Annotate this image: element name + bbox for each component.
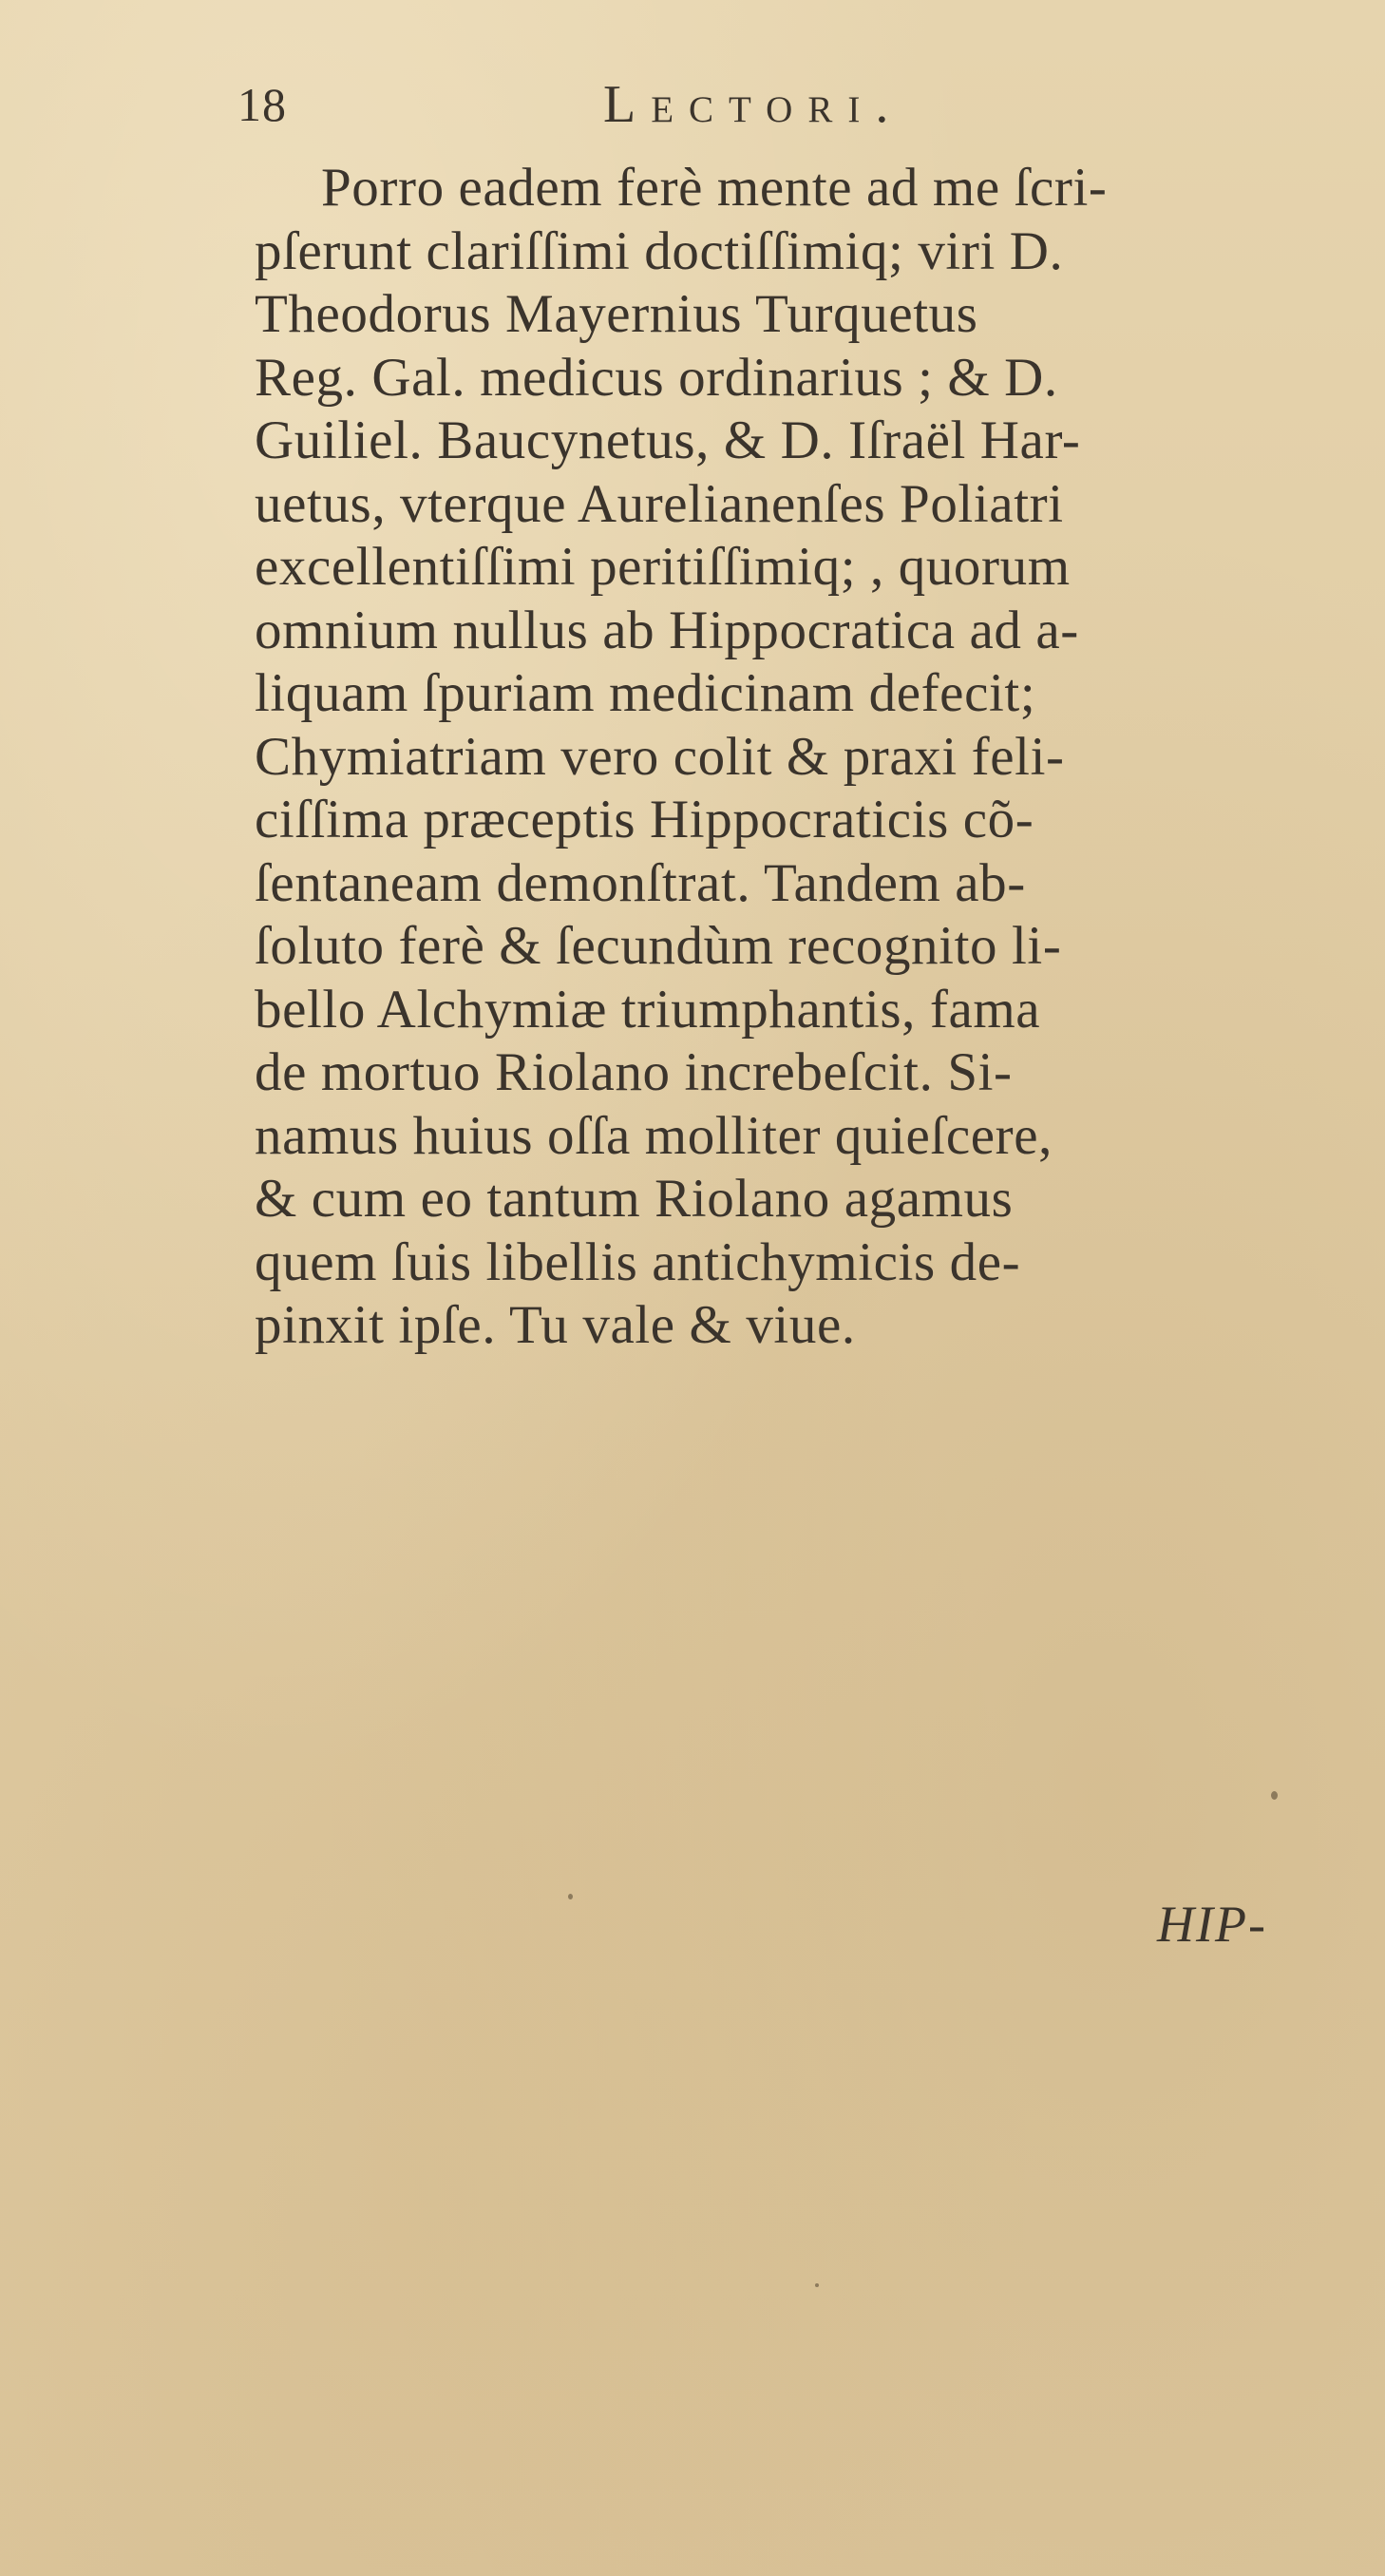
text-line: ſoluto ferè & ſecundùm recognito li- <box>255 916 1062 976</box>
text-line: bello Alchymiæ triumphantis, fama <box>255 979 1041 1040</box>
text-line: Theodorus Mayernius Turquetus <box>255 284 978 344</box>
text-line: namus huius oſſa molliter quieſcere, <box>255 1105 1053 1166</box>
catchword: HIP- <box>1157 1896 1267 1953</box>
text-line: pinxit ipſe. Tu vale & viue. <box>255 1295 856 1355</box>
text-line: excellentiſſimi peritiſſimiq; , quorum <box>255 537 1071 597</box>
running-title: Lectori. <box>603 75 904 134</box>
text-line: Guiliel. Baucynetus, & D. Iſraël Har- <box>255 410 1081 470</box>
text-line: Reg. Gal. medicus ordinarius ; & D. <box>255 347 1058 408</box>
text-line: de mortuo Riolano increbeſcit. Si- <box>255 1042 1013 1102</box>
text-line: ciſſima præceptis Hippocraticis cõ- <box>255 790 1034 849</box>
text-line: & cum eo tantum Riolano agamus <box>255 1169 1014 1229</box>
paper-speck <box>1271 1791 1278 1800</box>
page-number: 18 <box>237 78 287 131</box>
text-line: Chymiatriam vero colit & praxi feli- <box>255 726 1065 787</box>
paper-speck <box>815 2283 819 2287</box>
text-line: liquam ſpuriam medicinam defecit; <box>255 663 1036 723</box>
text-line: uetus, vterque Aurelianenſes Poliatri <box>255 473 1064 534</box>
text-line: Porro eadem ferè mente ad me ſcri- <box>321 158 1108 218</box>
body-text <box>255 157 1347 1358</box>
text-line: omnium nullus ab Hippocratica ad a- <box>255 600 1079 660</box>
running-head <box>237 67 1016 143</box>
text-line: quem ſuis libellis antichymicis de- <box>255 1231 1021 1292</box>
text-line: pſerunt clariſſimi doctiſſimiq; viri D. <box>255 220 1064 281</box>
paper-speck <box>568 1894 573 1899</box>
text-line: ſentaneam demonſtrat. Tandem ab- <box>255 852 1026 913</box>
